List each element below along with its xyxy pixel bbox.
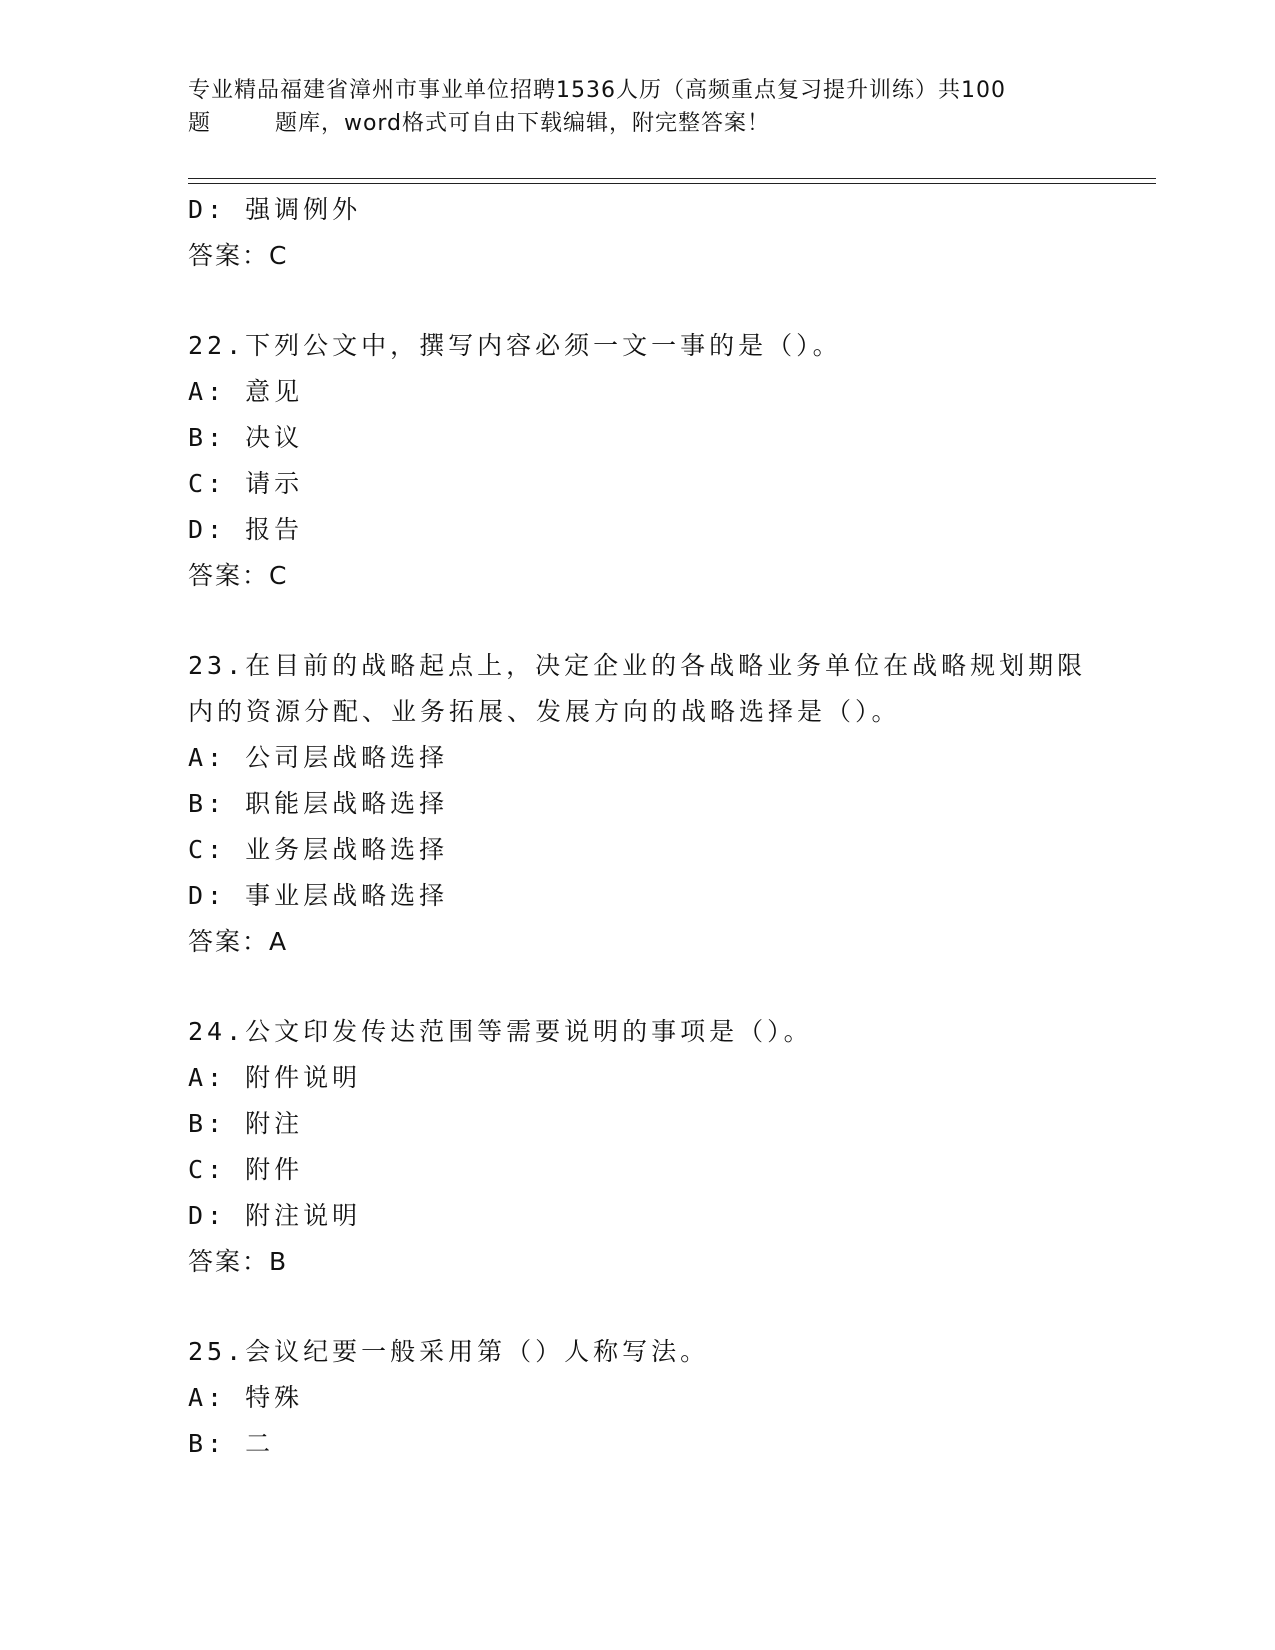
option-d: D: 附注说明 bbox=[188, 1201, 362, 1230]
question-22 bbox=[188, 323, 1088, 599]
option-c: C: 业务层战略选择 bbox=[188, 835, 449, 864]
spacer bbox=[188, 279, 1088, 323]
question-text: 23.在目前的战略起点上，决定企业的各战略业务单位在战略规划期限 bbox=[188, 651, 1087, 680]
option-a: A: 意见 bbox=[188, 377, 304, 406]
header-line-2: 题 题库，word格式可自由下载编辑，附完整答案！ bbox=[188, 111, 771, 136]
answer-line: 答案：A bbox=[188, 927, 289, 956]
option-c: C: 请示 bbox=[188, 469, 304, 498]
answer-line: 答案：C bbox=[188, 241, 289, 270]
question-23 bbox=[188, 643, 1088, 965]
spacer bbox=[188, 599, 1088, 643]
option-b: B: 职能层战略选择 bbox=[188, 789, 449, 818]
document-header bbox=[188, 74, 1088, 140]
spacer bbox=[188, 1285, 1088, 1329]
option-d: D: 强调例外 bbox=[188, 195, 362, 224]
header-rule-top bbox=[188, 178, 1156, 179]
question-text: 24.公文印发传达范围等需要说明的事项是（）。 bbox=[188, 1017, 813, 1046]
answer-line: 答案：B bbox=[188, 1247, 289, 1276]
answer-line: 答案：C bbox=[188, 561, 289, 590]
question-text: 25.会议纪要一般采用第（）人称写法。 bbox=[188, 1337, 710, 1366]
option-d: D: 事业层战略选择 bbox=[188, 881, 449, 910]
question-24 bbox=[188, 1009, 1088, 1285]
header-rule-bottom bbox=[188, 183, 1156, 184]
option-b: B: 二 bbox=[188, 1429, 275, 1458]
option-a: A: 附件说明 bbox=[188, 1063, 362, 1092]
option-b: B: 附注 bbox=[188, 1109, 304, 1138]
question-25 bbox=[188, 1329, 1088, 1467]
option-a: A: 公司层战略选择 bbox=[188, 743, 449, 772]
option-b: B: 决议 bbox=[188, 423, 304, 452]
spacer bbox=[188, 965, 1088, 1009]
option-c: C: 附件 bbox=[188, 1155, 304, 1184]
header-line-1: 专业精品福建省漳州市事业单位招聘1536人历（高频重点复习提升训练）共100 bbox=[188, 78, 1006, 103]
option-d: D: 报告 bbox=[188, 515, 304, 544]
question-text: 22.下列公文中，撰写内容必须一文一事的是（）。 bbox=[188, 331, 842, 360]
option-a: A: 特殊 bbox=[188, 1383, 304, 1412]
question-list bbox=[188, 187, 1088, 1467]
question-text-continued: 内的资源分配、业务拓展、发展方向的战略选择是（）。 bbox=[188, 697, 901, 726]
